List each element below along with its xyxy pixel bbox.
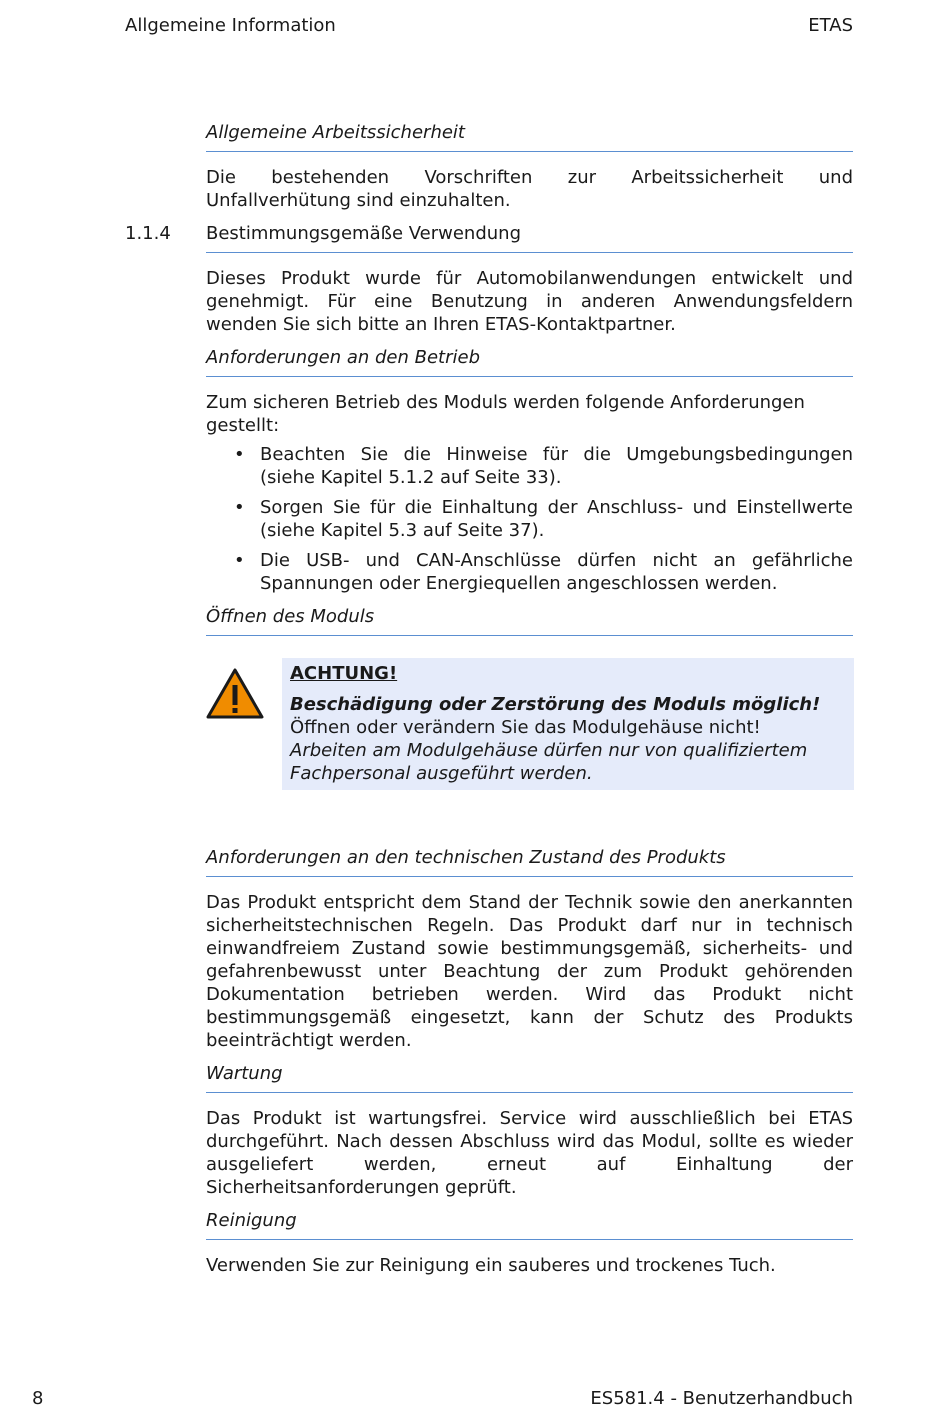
text-betrieb-intro: Zum sicheren Betrieb des Moduls werden folgende Anforderungen gestellt: <box>206 392 805 436</box>
text-zustand: Das Produkt entspricht dem Stand der Technik sowie den anerkannten sicherheitstechnischen Regeln. Das Produkt darf nur in technisch einwandfreiem Zustand sowie bestimmungsgemäß, sicherheits- und gefahrenbewusst unter Beachtung der zum Produkt gehörenden Dokumentation betrieben werden. Wird das Produkt nicht bestimmungsgemäß eingesetzt, kann der Schutz des Produkts beeinträchtigt werden. <box>206 892 853 1051</box>
header-chapter-title: Allgemeine Information <box>125 15 336 36</box>
heading-wartung: Wartung <box>206 1062 853 1093</box>
warning-notice <box>206 658 853 790</box>
text-wartung: Das Produkt ist wartungsfrei. Service wird ausschließlich bei ETAS durchgeführt. Nach dessen Abschluss wird das Modul, sollte es wieder ausgeliefert werden, erneut auf Einhaltung der Sicherheitsanforderungen geprüft. <box>206 1108 853 1198</box>
heading-reinigung: Reinigung <box>206 1209 853 1240</box>
warning-subtitle: Beschädigung oder Zerstörung des Moduls möglich! <box>290 694 821 715</box>
list-item-text: Sorgen Sie für die Einhaltung der Anschluss- und Einstellwerte (siehe Kapitel 5.3 auf Seite 37). <box>260 497 853 541</box>
warning-box <box>282 658 854 790</box>
bullet-icon: • <box>234 550 245 571</box>
page-content <box>125 121 853 1287</box>
list-item <box>206 496 853 542</box>
betrieb-list <box>206 443 853 595</box>
warning-line-1: Öffnen oder verändern Sie das Modulgehäuse nicht! <box>290 717 761 738</box>
heading-zustand: Anforderungen an den technischen Zustand des Produkts <box>206 846 853 877</box>
text-arbeitssicherheit: Die bestehenden Vorschriften zur Arbeitssicherheit und Unfallverhütung sind einzuhalten. <box>206 167 853 211</box>
heading-oeffnen: Öffnen des Moduls <box>206 605 853 636</box>
heading-verwendung <box>125 222 853 253</box>
text-reinigung: Verwenden Sie zur Reinigung ein sauberes und trockenes Tuch. <box>206 1255 776 1276</box>
list-item-text: Beachten Sie die Hinweise für die Umgebungsbedingungen (siehe Kapitel 5.1.2 auf Seite 33). <box>260 444 853 488</box>
list-item <box>206 443 853 489</box>
header-brand: ETAS <box>808 15 853 36</box>
section-number: 1.1.4 <box>125 223 171 244</box>
footer-document-title: ES581.4 - Benutzerhandbuch <box>590 1388 853 1409</box>
bullet-icon: • <box>234 497 245 518</box>
text-verwendung: Dieses Produkt wurde für Automobilanwendungen entwickelt und genehmigt. Für eine Benutzung in anderen Anwendungsfeldern wenden Sie sich bitte an Ihren ETAS-Kontaktpartner. <box>206 268 853 335</box>
page-number: 8 <box>32 1388 44 1409</box>
warning-line-2: Arbeiten am Modulgehäuse dürfen nur von qualifiziertem Fachpersonal ausgeführt werden. <box>290 740 808 784</box>
warning-triangle-icon <box>206 668 264 720</box>
bullet-icon: • <box>234 444 245 465</box>
list-item-text: Die USB- und CAN-Anschlüsse dürfen nicht an gefährliche Spannungen oder Energiequellen angeschlossen werden. <box>260 550 853 594</box>
warning-title: ACHTUNG! <box>290 663 398 684</box>
heading-arbeitssicherheit: Allgemeine Arbeitssicherheit <box>206 121 853 152</box>
list-item <box>206 549 853 595</box>
heading-betrieb: Anforderungen an den Betrieb <box>206 346 853 377</box>
heading-verwendung-label: Bestimmungsgemäße Verwendung <box>206 223 522 244</box>
